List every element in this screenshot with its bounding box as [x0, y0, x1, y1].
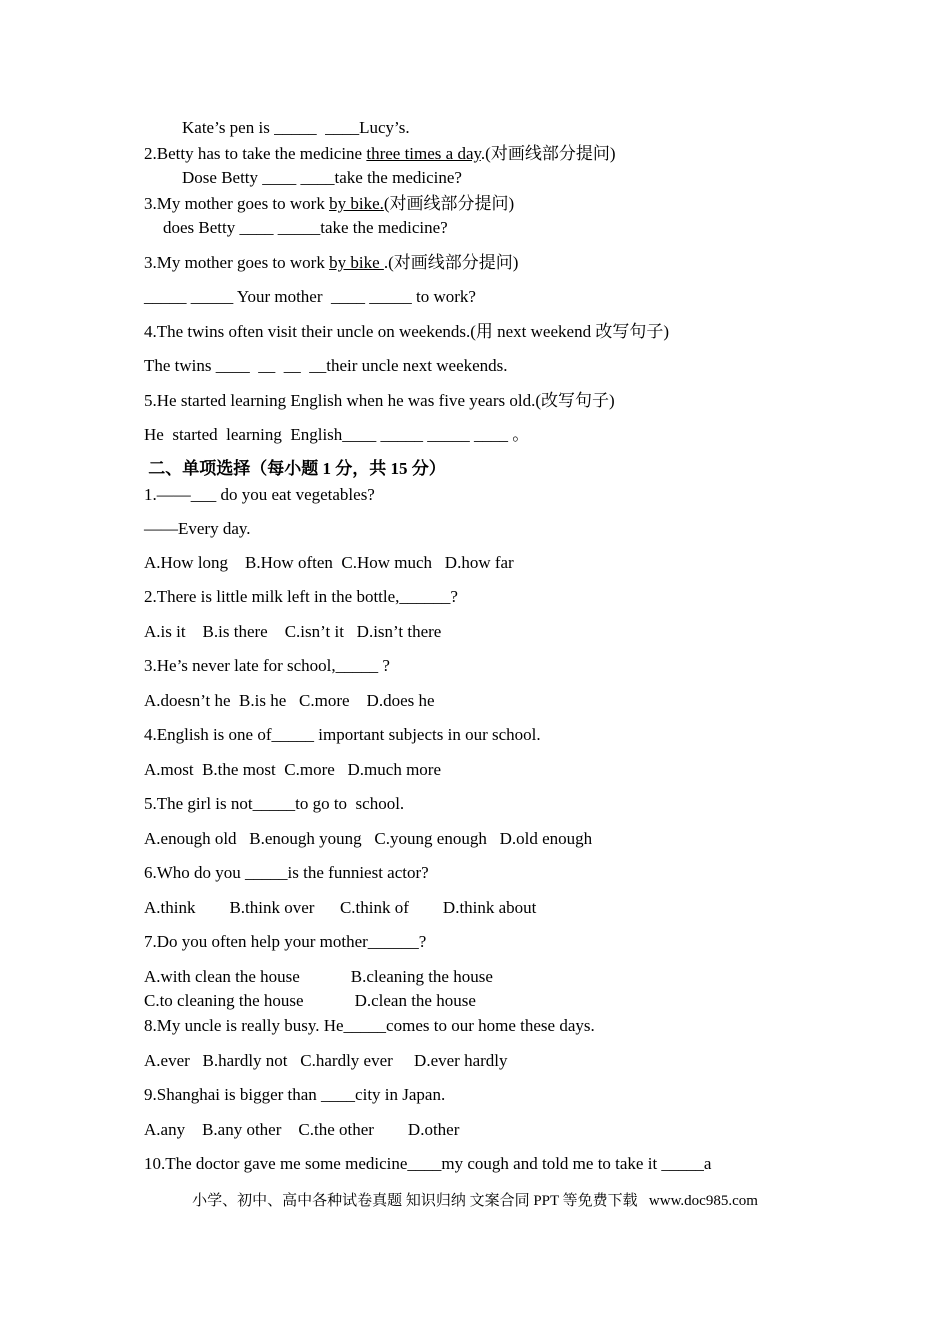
question-line: 3.He’s never late for school,_____ ? — [144, 656, 390, 675]
text-line: ——Every day. — [144, 519, 251, 538]
question-line: 7.Do you often help your mother______? — [144, 932, 427, 951]
question-line: 4.English is one of_____ important subjects in our school. — [144, 725, 541, 744]
options-line: A.think B.think over C.think of D.think about — [144, 898, 537, 917]
options-line: A.enough old B.enough young C.young enough D.old enough — [144, 829, 593, 848]
text-span: (对画线部分提问) — [383, 194, 515, 213]
options-line: A.ever B.hardly not C.hardly ever D.ever hardly — [144, 1051, 508, 1070]
question-line: 6.Who do you _____is the funniest actor? — [144, 863, 429, 882]
question-line: 2.There is little milk left in the bottle,______? — [144, 587, 458, 606]
text-line: Kate’s pen is _____ ____Lucy’s. — [182, 118, 410, 137]
underlined-phrase: three times a day — [366, 144, 481, 163]
question-line — [144, 253, 518, 273]
question-line: 5.He started learning English when he was five years old.(改写句子) — [144, 391, 615, 410]
question-line — [144, 144, 615, 164]
options-line: A.doesn’t he B.is he C.more D.does he — [144, 691, 435, 710]
question-line: 10.The doctor gave me some medicine____my cough and told me to take it _____a — [144, 1154, 712, 1173]
text-line: _____ _____ Your mother ____ _____ to work? — [144, 287, 476, 306]
text-span: .(对画线部分提问) — [383, 253, 519, 272]
underlined-phrase: by bike. — [329, 194, 384, 213]
question-line: 4.The twins often visit their uncle on weekends.(用 next weekend 改写句子) — [144, 322, 669, 341]
text-line: does Betty ____ _____take the medicine? — [163, 218, 448, 237]
text-span: 3.My mother goes to work — [144, 253, 330, 272]
page-footer: 小学、初中、高中各种试卷真题 知识归纳 文案合同 PPT 等免费下载 www.doc985.com — [192, 1193, 758, 1209]
text-line: The twins ____ __ __ __their uncle next weekends. — [144, 356, 508, 375]
options-line: A.is it B.is there C.isn’t it D.isn’t there — [144, 622, 442, 641]
question-line — [144, 194, 514, 214]
text-line: He started learning English____ _____ _____ ____ 。 — [144, 425, 530, 444]
text-line: Dose Betty ____ ____take the medicine? — [182, 168, 462, 187]
question-line: 1.——___ do you eat vegetables? — [144, 485, 375, 504]
options-line: A.with clean the house B.cleaning the house — [144, 967, 493, 986]
section-heading: 二、单项选择（每小题 1 分，共 15 分） — [144, 459, 446, 478]
question-line: 8.My uncle is really busy. He_____comes to our home these days. — [144, 1016, 595, 1035]
options-line: A.any B.any other C.the other D.other — [144, 1120, 460, 1139]
options-line: C.to cleaning the house D.clean the house — [144, 991, 476, 1010]
text-span: .(对画线部分提问) — [480, 144, 616, 163]
underlined-phrase: by bike — [329, 253, 384, 272]
question-line: 9.Shanghai is bigger than ____city in Japan. — [144, 1085, 446, 1104]
text-span: 2.Betty has to take the medicine — [144, 144, 367, 163]
text-span: 3.My mother goes to work — [144, 194, 330, 213]
question-line: 5.The girl is not_____to go to school. — [144, 794, 405, 813]
options-line: A.most B.the most C.more D.much more — [144, 760, 442, 779]
options-line: A.How long B.How often C.How much D.how far — [144, 553, 514, 572]
